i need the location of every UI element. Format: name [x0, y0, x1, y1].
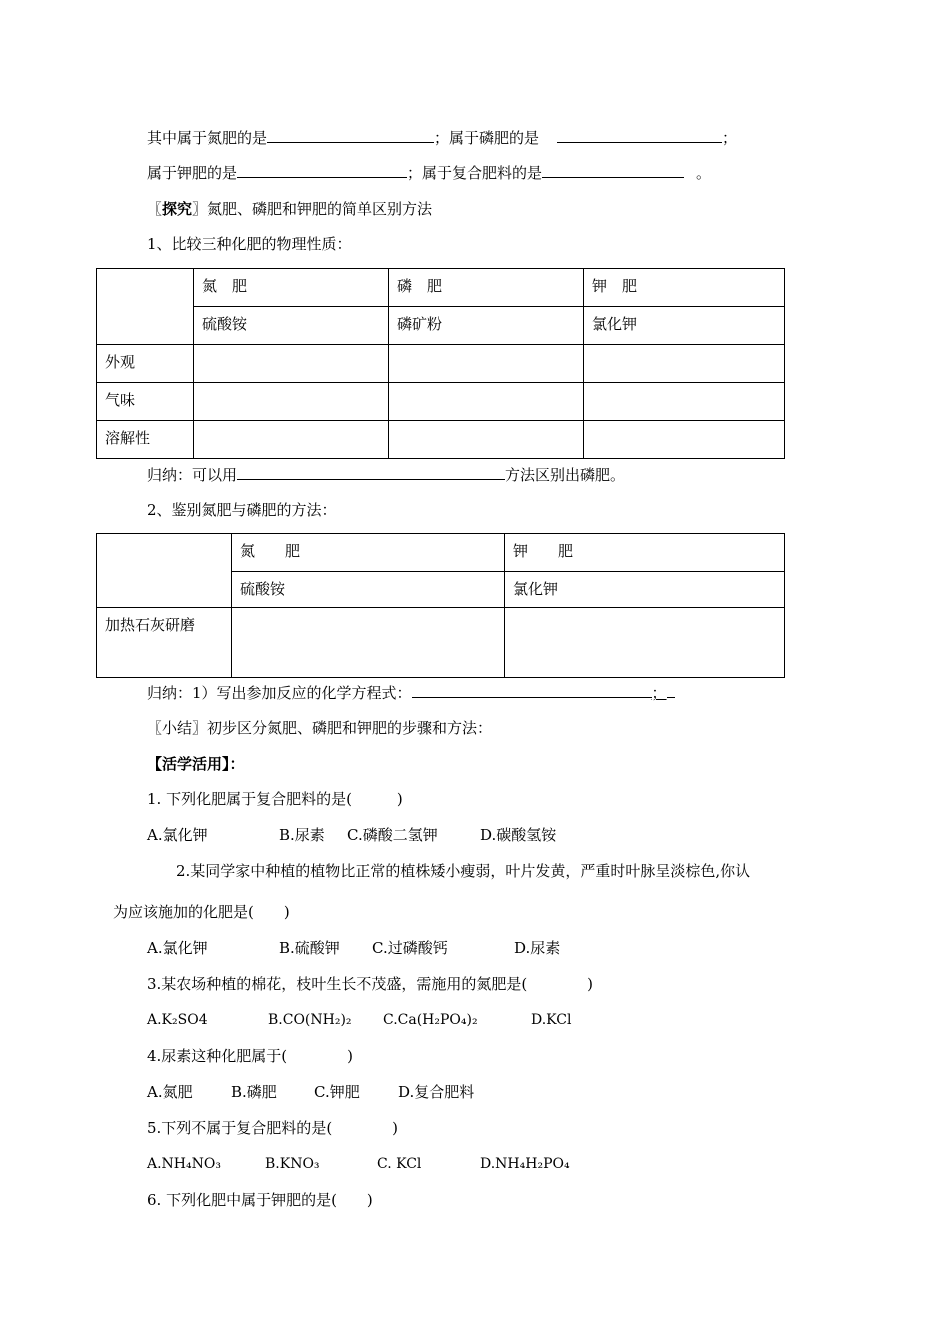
table2-header-n: 氮 肥 [232, 534, 505, 572]
explore-title-text: 〗氮肥、磷肥和钾肥的简单区别方法 [192, 200, 433, 218]
table1-sample-k: 氯化钾 [584, 307, 785, 345]
k-label: 属于钾肥的是 [147, 164, 238, 182]
equation-blank[interactable] [412, 683, 652, 698]
physical-properties-table [96, 268, 785, 459]
table2-cell[interactable] [232, 608, 505, 678]
practice-title: 【活学活用】： [147, 755, 245, 773]
n-answer-blank[interactable] [267, 128, 434, 143]
explore-tag: 探究 [162, 200, 193, 218]
option-d[interactable]: D.KCl [531, 1012, 572, 1028]
question-6: 6. 下列化肥中属于钾肥的是( ) [147, 1191, 373, 1209]
summary1 [147, 465, 625, 485]
summary1-prefix: 归纳：可以用 [147, 466, 238, 484]
table1-cell[interactable] [389, 345, 584, 383]
option-b[interactable]: B.尿素 [279, 826, 325, 844]
compound-answer-blank[interactable] [542, 163, 684, 178]
table2-cell[interactable] [505, 608, 785, 678]
option-d[interactable]: D.尿素 [514, 939, 561, 957]
option-a[interactable]: A.K₂SO4 [147, 1012, 208, 1028]
step2: 2、鉴别氮肥与磷肥的方法： [147, 501, 337, 519]
option-a[interactable]: A.氯化钾 [147, 939, 208, 957]
question-3-options [147, 1010, 571, 1030]
summary1-suffix: 方法区别出磷肥。 [505, 466, 626, 484]
option-b[interactable]: B.硫酸钾 [279, 939, 340, 957]
option-a[interactable]: A.氮肥 [147, 1083, 193, 1101]
option-a[interactable]: A.NH₄NO₃ [147, 1156, 221, 1172]
option-b[interactable]: B.KNO₃ [265, 1156, 320, 1172]
table1-cell[interactable] [389, 383, 584, 421]
question-3: 3.某农场种植的棉花，枝叶生长不茂盛，需施用的氮肥是( ) [147, 975, 594, 993]
question-4: 4.尿素这种化肥属于( ) [147, 1047, 354, 1065]
table1-sample-n: 硫酸铵 [194, 307, 389, 345]
table1-header-p: 磷 肥 [389, 269, 584, 307]
option-c[interactable]: C.过磷酸钙 [372, 939, 448, 957]
option-d[interactable]: D.碳酸氢铵 [480, 826, 557, 844]
table1-cell[interactable] [194, 421, 389, 459]
option-c[interactable]: C.磷酸二氢钾 [347, 826, 438, 844]
option-c[interactable]: C.钾肥 [314, 1083, 360, 1101]
option-b[interactable]: B.CO(NH₂)₂ [268, 1012, 352, 1028]
summary2-end: ； [651, 684, 667, 702]
question-1: 1. 下列化肥属于复合肥料的是( ) [147, 790, 403, 808]
table1-cell[interactable] [584, 421, 785, 459]
table1-row-solubility: 溶解性 [97, 421, 194, 459]
table2-sample-k: 氯化钾 [505, 572, 785, 608]
table1-sample-p: 磷矿粉 [389, 307, 584, 345]
option-d[interactable]: D.NH₄H₂PO₄ [480, 1156, 570, 1172]
semicolon: ； [722, 129, 738, 147]
option-d[interactable]: D.复合肥料 [398, 1083, 475, 1101]
question-5-options [147, 1154, 570, 1174]
bracket-open: 〖 [147, 200, 163, 218]
identification-table [96, 533, 785, 678]
summary2 [147, 683, 675, 703]
question-5: 5.下列不属于复合肥料的是( ) [147, 1119, 399, 1137]
question-1-options [147, 825, 556, 845]
table1-cell[interactable] [194, 345, 389, 383]
table1-row-appearance: 外观 [97, 345, 194, 383]
table1-header-n: 氮 肥 [194, 269, 389, 307]
explore-title [147, 199, 432, 219]
compound-label: ；属于复合肥料的是 [407, 164, 543, 182]
table2-row-lime: 加热石灰研磨 [97, 608, 232, 678]
conclusion: 〖小结〗初步区分氮肥、磷肥和钾肥的步骤和方法： [147, 719, 493, 737]
table1-corner [97, 269, 194, 345]
table2-header-k: 钾 肥 [505, 534, 785, 572]
table1-row-smell: 气味 [97, 383, 194, 421]
table1-cell[interactable] [584, 345, 785, 383]
table2-sample-n: 硫酸铵 [232, 572, 505, 608]
question-2-line-1: 2.某同学家中种植的植物比正常的植株矮小瘦弱，叶片发黄，严重时叶脉呈淡棕色,你认 [176, 862, 751, 880]
step1: 1、比较三种化肥的物理性质： [147, 235, 352, 253]
option-c[interactable]: C. KCl [377, 1156, 422, 1172]
trailing-underline [667, 683, 675, 698]
table2-corner [97, 534, 232, 608]
table1-header-k: 钾 肥 [584, 269, 785, 307]
question-2-options [147, 938, 560, 958]
table1-cell[interactable] [584, 383, 785, 421]
summary1-blank[interactable] [237, 465, 505, 480]
intro-line-2 [147, 163, 711, 183]
p-answer-blank[interactable] [557, 128, 722, 143]
option-a[interactable]: A.氯化钾 [147, 826, 208, 844]
summary2-text: 归纳：1）写出参加反应的化学方程式： [147, 684, 412, 702]
table1-cell[interactable] [389, 421, 584, 459]
table1-cell[interactable] [194, 383, 389, 421]
p-label: ；属于磷肥的是 [434, 129, 540, 147]
option-b[interactable]: B.磷肥 [231, 1083, 277, 1101]
n-label: 其中属于氮肥的是 [147, 129, 268, 147]
period: 。 [696, 164, 712, 182]
option-c[interactable]: C.Ca(H₂PO₄)₂ [383, 1012, 478, 1028]
question-4-options [147, 1082, 474, 1102]
intro-line-1 [147, 128, 737, 148]
k-answer-blank[interactable] [237, 163, 407, 178]
question-2-line-2: 为应该施加的化肥是( ) [113, 903, 290, 921]
